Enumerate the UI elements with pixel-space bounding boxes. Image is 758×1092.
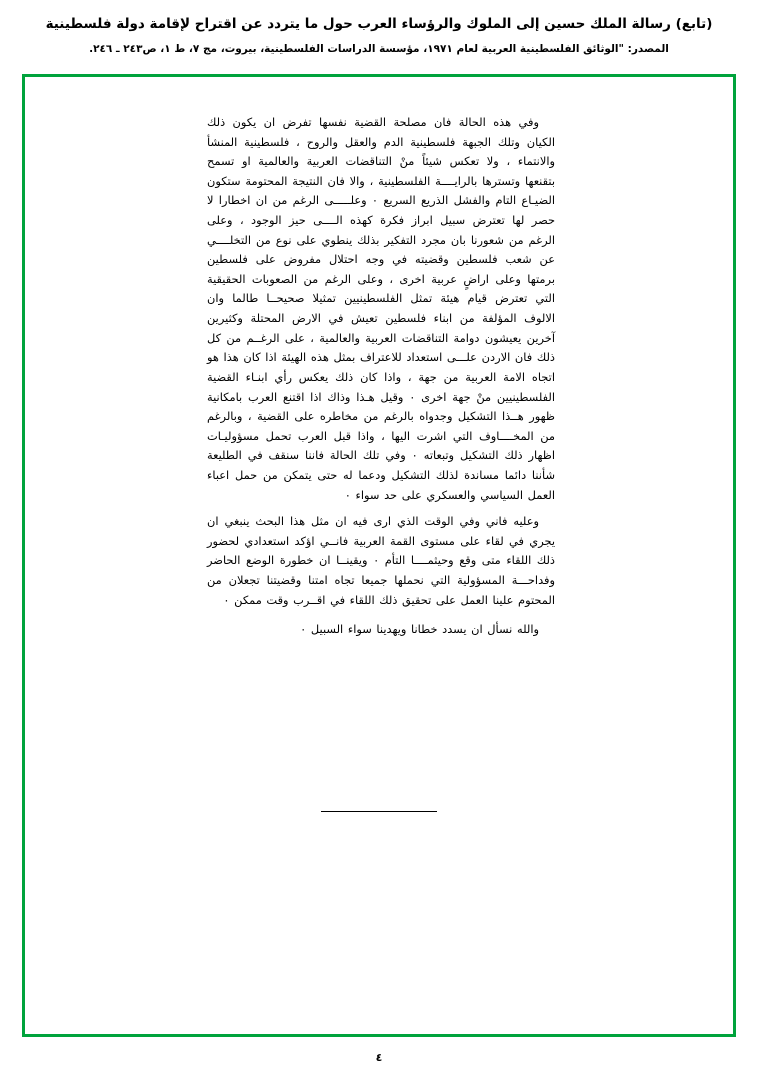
paragraph: وعليه فاني وفي الوقت الذي ارى فيه ان مثل هذا البحث ينبغي ان يجري في لقاء على مستوى القمة العربية فانــي اؤكد استعدادي لحضور ذلك اللقاء متى وقع وحيثمــــا التأم ٠ ويقينــا ان خطورة الوضع الحاضر وفداحـــة المسؤولية التي نحملها جميعا تجاه امتنا وقضيتنا تجعلان من المحتوم علينا العمل على تحقيق ذلك اللقاء في اقــرب وقت ممكن ٠ (207, 514, 555, 607)
paragraph: والله نسأل ان يسدد خطانا ويهدينا سواء السبيل ٠ (300, 622, 539, 637)
document-page (0, 14, 758, 1092)
document-body (207, 113, 555, 647)
page-border-frame (22, 74, 736, 1037)
page-number: ٤ (375, 1051, 383, 1064)
horizontal-divider (321, 811, 437, 812)
document-source-line: المصدر: "الوثائق الفلسطينية العربية لعام ١٩٧١، مؤسسة الدراسات الفلسطينية، بيروت، مج ٧، ط ١، ص٢٤٣ ـ ٢٤٦. (89, 43, 669, 56)
page-title: (تابع) رسالة الملك حسين إلى الملوك والرؤساء العرب حول ما يتردد عن اقتراح لإقامة دولة فلسطينية (45, 16, 713, 32)
paragraph: وفي هذه الحالة فان مصلحة القضية نفسها تفرض ان يكون ذلك الكيان وتلك الجبهة فلسطينية الدم والعقل والروح ، فلسطينية المنشأ والانتماء ، ولا تعكس شيئاً منْ التناقضات العربية والعالمية او تسمح بتقنعها وتسترها بالرايــــة الفلسطينية ، والا فان النتيجة المحتومة ستكون الضيـاع التام والفشل الذريع السريع ٠ وعلـــــى الرغم من ان اخطارا لا حصر لها تعترض سبيل ابراز فكرة كهذه الــــى حيز الوجود ، وعلى الرغم من شعورنا بان مجرد التفكير بذلك ينطوي على نوع من التخلــــي عن شعب فلسطين وقضيته في وجه احتلال مفروض على فلسطين برمتها وعلى اراضٍ عربية اخرى ، وعلى الرغم من الصعوبات الحقيقية التي تعترض قيام هيئة تمثل الفلسطينيين تمثيلا صحيحــا طالما وان الالوف المؤلفة من ابناء فلسطين تعيش في الارض المحتلة وكثيرين آخرين يعيشون دوامة التناقضات العربية والعالمية ، على الرغــم من كل ذلك فان الاردن علـــى استعداد للاعتراف بمثل هذه الهيئة اذا كان هذا هو اتجاه الامة العربية من جهة ، واذا كان ذلك يعكس رأي ابنـاء القضية الفلسطينيين منْ جهة اخرى ٠ وقيل هـذا وذاك اذا اقتنع العرب بامكانية ظهور هــذا التشكيل وجدواه بالرغم من مخاطره على القضية ، وبالرغم من المخــــاوف التي اشرت اليها ، واذا قبل العرب تحمل مسؤوليـات اظهار ذلك التشكيل وتبعاته ٠ وفي تلك الحالة فاننا سنقف في الطليعة شأننا دائما مساندة لذلك التشكيل ودعما له حتى يتمكن من حمل اعباء العمل السياسي والعسكري على حد سواء ٠ (207, 115, 555, 502)
